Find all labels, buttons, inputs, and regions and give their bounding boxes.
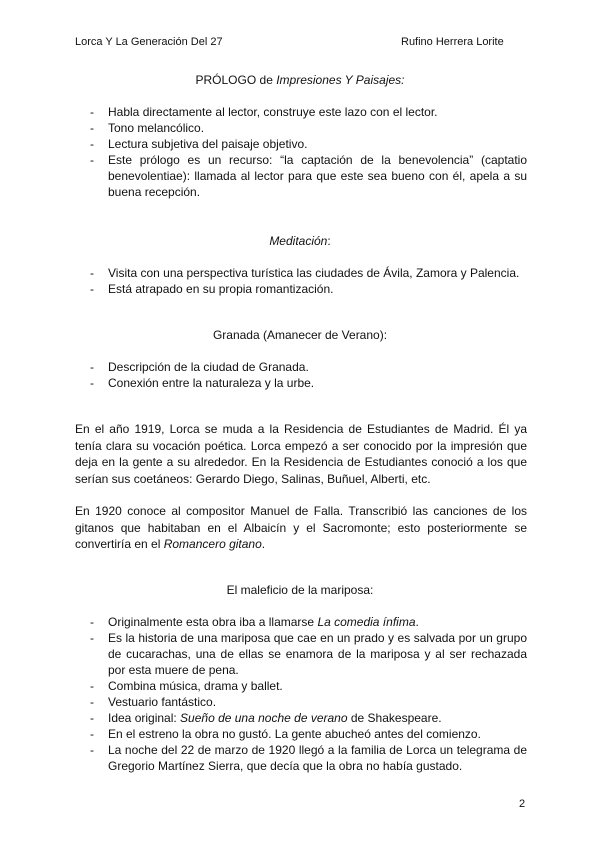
item-end: de Shakespeare. [347, 711, 442, 725]
item-end: . [415, 615, 419, 629]
list-item [75, 614, 527, 630]
section-heading-maleficio: El maleficio de la mariposa: [226, 583, 374, 597]
maleficio-list [75, 614, 527, 774]
meditacion-list [75, 265, 527, 297]
item-text: Originalmente esta obra iba a llamarse [108, 615, 318, 629]
paragraph-residencia: En el año 1919, Lorca se muda a la Residencia de Estudiantes de Madrid. Él ya tenía clara su vocación poética. Lorca empezó a ser conocido por la impresión que deja en la gente a su alrededor. En la Residencia de Estudiantes conoció a los que serían sus coetáneos: Gerardo Diego, Salinas, Buñuel, Alberti, etc. [75, 422, 527, 486]
header-title: Lorca Y La Generación Del 27 [75, 36, 223, 48]
paragraph-falla [75, 503, 527, 553]
prologo-list [75, 104, 527, 200]
list-item: - Está atrapado en su propia romantización. [75, 281, 527, 297]
section-heading-meditacion [75, 233, 525, 249]
heading-suffix: : [327, 234, 331, 248]
list-item: - Tono melancólico. [75, 120, 527, 136]
granada-list [75, 359, 527, 391]
header-author: Rufino Herrera Lorite [401, 36, 504, 48]
paragraph-end: . [261, 537, 266, 551]
paragraph-italic: Romancero gitano [163, 537, 262, 551]
section-heading-granada: Granada (Amanecer de Verano): [212, 328, 388, 342]
item-italic: La comedia ínfima [317, 615, 416, 629]
list-item: - Este prólogo es un recurso: “la captación de la benevolencia” (captatio benevolentiae): llamada al lector para que este sea bueno con él, apela a su buena recepción. [75, 152, 527, 200]
list-item: - Es la historia de una mariposa que cae en un prado y es salvada por un grupo de cucarachas, una de ellas se enamora de la mariposa y al ser rechazada por esta muere de pena. [75, 630, 527, 678]
list-item: - Conexión entre la naturaleza y la urbe. [75, 375, 527, 391]
list-item: - Vestuario fantástico. [75, 694, 527, 710]
list-item: - Visita con una perspectiva turística las ciudades de Ávila, Zamora y Palencia. [75, 265, 527, 281]
list-item [75, 710, 527, 726]
item-italic: Sueño de una noche de verano [180, 711, 348, 725]
paragraph-text: En 1920 conoce al compositor Manuel de Falla. Transcribió las canciones de los gitanos que habitaban en el Albaicín y el Sacromonte; esto posteriormente se convertiría en el [75, 504, 527, 551]
heading-italic-title: Impresiones Y Paisajes: [276, 73, 405, 87]
list-item: - En el estreno la obra no gustó. La gente abucheó antes del comienzo. [75, 726, 527, 742]
list-item: - La noche del 22 de marzo de 1920 llegó a la familia de Lorca un telegrama de Gregorio Martínez Sierra, que decía que la obra no había gustado. [75, 742, 527, 774]
item-text: Idea original: [108, 711, 181, 725]
list-item: - Descripción de la ciudad de Granada. [75, 359, 527, 375]
list-item: - Habla directamente al lector, construye este lazo con el lector. [75, 104, 527, 120]
heading-italic-title: Meditación [269, 234, 328, 248]
list-item: - Lectura subjetiva del paisaje objetivo. [75, 136, 527, 152]
heading-prefix: PRÓLOGO de [195, 73, 277, 87]
section-heading-prologo [75, 72, 525, 88]
page-number: 2 [519, 798, 526, 810]
list-item: - Combina música, drama y ballet. [75, 678, 527, 694]
